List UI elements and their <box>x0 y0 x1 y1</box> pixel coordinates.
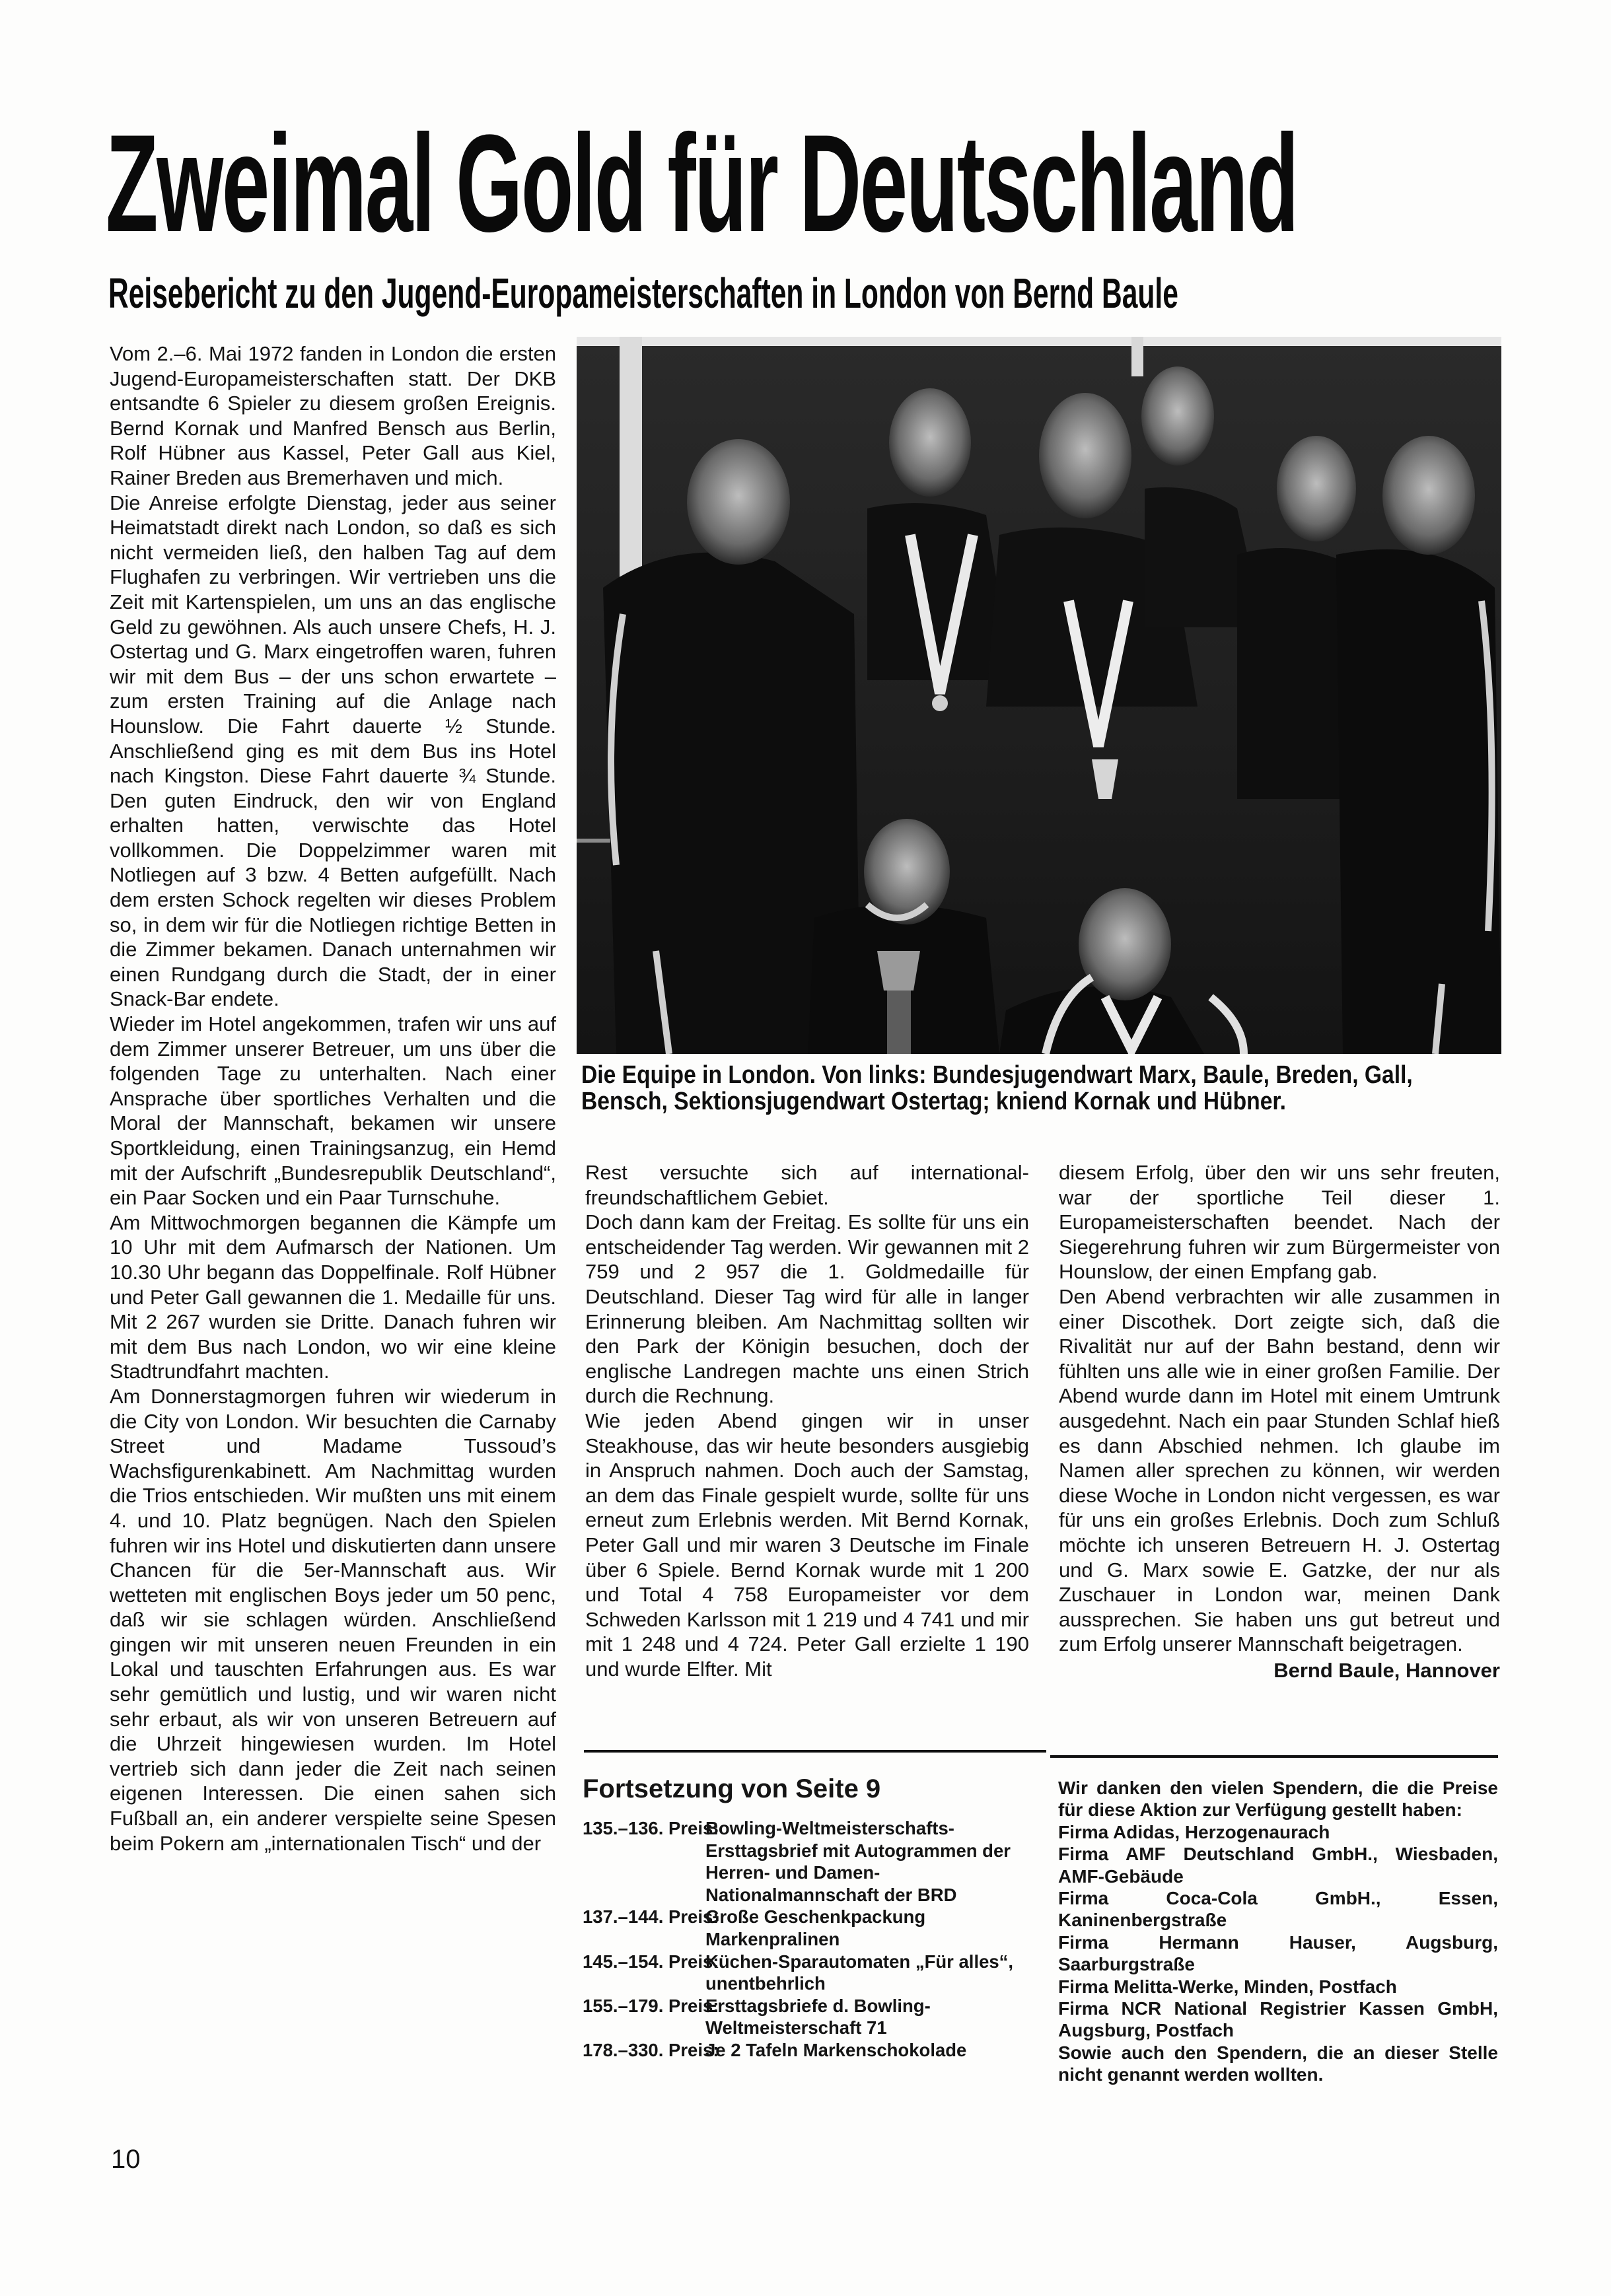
prize-item <box>583 1817 1045 1906</box>
paragraph: Wieder im Hotel angekommen, trafen wir uns auf dem Zimmer unserer Betreuer, um uns über die folgenden Tage zu unterhalten. Nach einer Ansprache über sportliches Verhalten und die Moral der Mannschaft, bekamen wir unsere Sportkleidung, einen Trainingsanzug, ein Hemd mit der Aufschrift „Bundesrepublik Deutschland“, ein Paar Socken und ein Paar Turnschuhe. <box>110 1012 556 1210</box>
paragraph: Am Donnerstagmorgen fuhren wir wiederum in die City von London. Wir besuchten die Carnaby Street und Madame Tussoud’s Wachsfigurenkabinett. Am Nachmittag wurden die Trios entschieden. Wir mußten uns mit einem 4. und 10. Platz begnügen. Nach den Spielen fuhren wir ins Hotel und diskutierten dann unsere Chancen für die 5er-Mannschaft aus. Wir wetteten mit englischen Boys jeder um 50 penc, daß wir sie schlagen würden. Anschließend gingen wir mit unseren neuen Freunden in ein Lokal und tauschten Erfahrungen aus. Es war sehr gemütlich und lustig, und wir waren nicht sehr erbaut, als wir von unseren Betreuern auf die Uhrzeit hingewiesen wurden. Im Hotel vertrieb sich dann jeder die Zeit nach seinen eigenen Interessen. Die einen sahen sich Fußball an, ein anderer verspielte seine Spesen beim Pokern am „internationalen Tisch“ und der <box>110 1384 556 1855</box>
article-column-middle <box>585 1160 1029 1681</box>
section-divider <box>584 1750 1046 1753</box>
section-divider <box>1050 1755 1498 1758</box>
thanks-closing: Sowie auch den Spendern, die an dieser Stelle nicht genannt werden wollten. <box>1058 2042 1498 2085</box>
prize-description: Je 2 Tafeln Markenschokolade <box>705 2039 967 2060</box>
prize-rank: 155.–179. Preis: <box>583 1995 719 2016</box>
paragraph: Am Mittwochmorgen begannen die Kämpfe um 10 Uhr mit dem Aufmarsch der Nationen. Um 10.30 Uhr begann das Doppelfinale. Rolf Hübner und Peter Gall gewannen die 1. Medaille für uns. Mit 2 267 wurden sie Dritte. Danach fuhren wir mit dem Bus nach London, wo wir eine kleine Stadtrundfahrt machten. <box>110 1210 556 1383</box>
team-photo <box>577 337 1501 1054</box>
prize-rank: 135.–136. Preis: <box>583 1818 719 1838</box>
photo-caption <box>581 1061 1413 1115</box>
paragraph: Den Abend verbrachten wir alle zusammen in einer Discothek. Dort zeigte sich, daß die Rivalität nur auf der Bahn bestand, denn wir fühlten uns alle wie in einer großen Familie. Der Abend wurde dann im Hotel mit einem Umtrunk ausgedehnt. Nach ein paar Stunden Schlaf hieß es dann Abschied nehmen. Ich glaube im Namen aller sprechen zu können, wir werden diese Woche in London nicht vergessen, es war für uns ein großes Erlebnis. Doch zum Schluß möchte ich unseren Betreuern H. J. Ostertag und G. Marx sowie E. Gatzke, der nur als Zuschauer in London war, meinen Dank aussprechen. Sie haben uns gut betreut und zum Erfolg unserer Mannschaft beigetragen. <box>1059 1284 1500 1656</box>
prize-list <box>583 1817 1045 2062</box>
sponsor-item: Firma Melitta-Werke, Minden, Postfach <box>1058 1976 1397 1997</box>
paragraph: Doch dann kam der Freitag. Es sollte für uns ein entscheidender Tag werden. Wir gewannen mit 2 759 und 2 957 die 1. Goldmedaille für Deutschland. Dieser Tag wird für alle in langer Erinnerung bleiben. Am Nachmittag sollten wir den Park der Königin besuchen, doch der englische Landregen machte uns einen Strich durch die Rechnung. <box>585 1210 1029 1408</box>
prize-description: Bowling-Weltmeisterschafts-Ersttagsbrief mit Autogrammen der Herren- und Damen-Nationalmannschaft der BRD <box>705 1818 1011 1905</box>
prize-item <box>583 2039 1045 2062</box>
prize-rank: 145.–154. Preis: <box>583 1951 719 1972</box>
prize-item <box>583 1995 1045 2039</box>
prize-description: Große Geschenkpackung Markenpralinen <box>705 1906 926 1949</box>
paragraph: diesem Erfolg, über den wir uns sehr freuten, war der sportliche Teil dieser 1. Europameisterschaften beendet. Nach der Siegerehrung fuhren wir zum Bürgermeister von Hounslow, der einen Empfang gab. <box>1059 1161 1500 1284</box>
prize-item <box>583 1951 1045 1995</box>
prize-item <box>583 1906 1045 1950</box>
article-column-left <box>110 341 556 1856</box>
author-signature: Bernd Baule, Hannover <box>1273 1658 1500 1682</box>
article-title: Zweimal Gold für Deutschland <box>106 106 1298 261</box>
article-subtitle: Reisebericht zu den Jugend-Europameisterschaften in London von Bernd Baule <box>108 269 1178 317</box>
sponsor-thanks <box>1058 1777 1498 2086</box>
page-number: 10 <box>111 2145 141 2174</box>
thanks-intro: Wir danken den vielen Spendern, die die Preise für diese Aktion zur Verfügung gestellt haben: <box>1058 1778 1498 1821</box>
photo-caption-line: Bensch, Sektionsjugendwart Ostertag; kniend Kornak und Hübner. <box>581 1088 1286 1115</box>
paragraph: Rest versuchte sich auf international-freundschaftlichem Gebiet. <box>585 1161 1029 1209</box>
photo-caption-line: Die Equipe in London. Von links: Bundesjugendwart Marx, Baule, Breden, Gall, <box>581 1061 1413 1089</box>
prize-rank: 178.–330. Preis: <box>583 2039 719 2060</box>
sponsor-item: Firma NCR National Registrier Kassen GmbH, Augsburg, Postfach <box>1058 1998 1498 2041</box>
continuation-heading: Fortsetzung von Seite 9 <box>583 1774 881 1803</box>
paragraph: Die Anreise erfolgte Dienstag, jeder aus seiner Heimatstadt direkt nach London, so daß es sich nicht vermeiden ließ, den halben Tag auf dem Flughafen zu verbringen. Wir vertrieben uns die Zeit mit Kartenspielen, um uns an das englische Geld zu gewöhnen. Als auch unsere Chefs, H. J. Ostertag und G. Marx eingetroffen waren, fuhren wir mit dem Bus – der uns schon erwartete – zum ersten Training auf die Anlage nach Hounslow. Die Fahrt dauerte ½ Stunde. Anschließend ging es mit dem Bus ins Hotel nach Kingston. Diese Fahrt dauerte ¾ Stunde. Den guten Eindruck, den wir von England erhalten hatten, verwischte das Hotel vollkommen. Die Doppelzimmer waren mit Notliegen auf 3 bzw. 4 Betten aufgefüllt. Nach dem ersten Schock regelten wir dieses Problem so, in dem wir für die Notliegen richtige Betten in die Zimmer bekamen. Danach unternahmen wir einen Rundgang durch die Stadt, der in einer Snack-Bar endete. <box>110 491 556 1011</box>
prize-description: Küchen-Sparautomaten „Für alles“, unentbehrlich <box>705 1951 1014 1994</box>
sponsor-item: Firma Coca-Cola GmbH., Essen, Kaninenbergstraße <box>1058 1888 1498 1931</box>
sponsor-item: Firma AMF Deutschland GmbH., Wiesbaden, AMF-Gebäude <box>1058 1844 1498 1887</box>
sponsor-item: Firma Adidas, Herzogenaurach <box>1058 1821 1330 1842</box>
team-photo-illustration <box>577 337 1501 1054</box>
article-column-right <box>1059 1160 1500 1683</box>
sponsor-item: Firma Hermann Hauser, Augsburg, Saarburgstraße <box>1058 1931 1498 1975</box>
paragraph: Wie jeden Abend gingen wir in unser Steakhouse, das wir heute besonders ausgiebig in Anspruch nahmen. Doch auch der Samstag, an dem das Finale gespielt wurde, sollte für uns erneut zum Erlebnis werden. Mit Bernd Kornak, Peter Gall und mir waren 3 Deutsche im Finale über 6 Spiele. Bernd Kornak wurde mit 1 200 und Total 4 758 Europameister vor dem Schweden Karlsson mit 1 219 und 4 741 und mir mit 1 248 und 4 724. Peter Gall erzielte 1 190 und wurde Elfter. Mit <box>585 1409 1029 1681</box>
prize-description: Ersttagsbriefe d. Bowling-Weltmeisterschaft 71 <box>705 1995 931 2038</box>
paragraph: Vom 2.–6. Mai 1972 fanden in London die ersten Jugend-Europameisterschaften statt. Der DKB entsandte 6 Spieler zu diesem großen Ereignis. Bernd Kornak und Manfred Bensch aus Berlin, Rolf Hübner aus Kassel, Peter Gall aus Kiel, Rainer Breden aus Bremerhaven und mich. <box>110 342 556 489</box>
prize-rank: 137.–144. Preis: <box>583 1906 719 1928</box>
